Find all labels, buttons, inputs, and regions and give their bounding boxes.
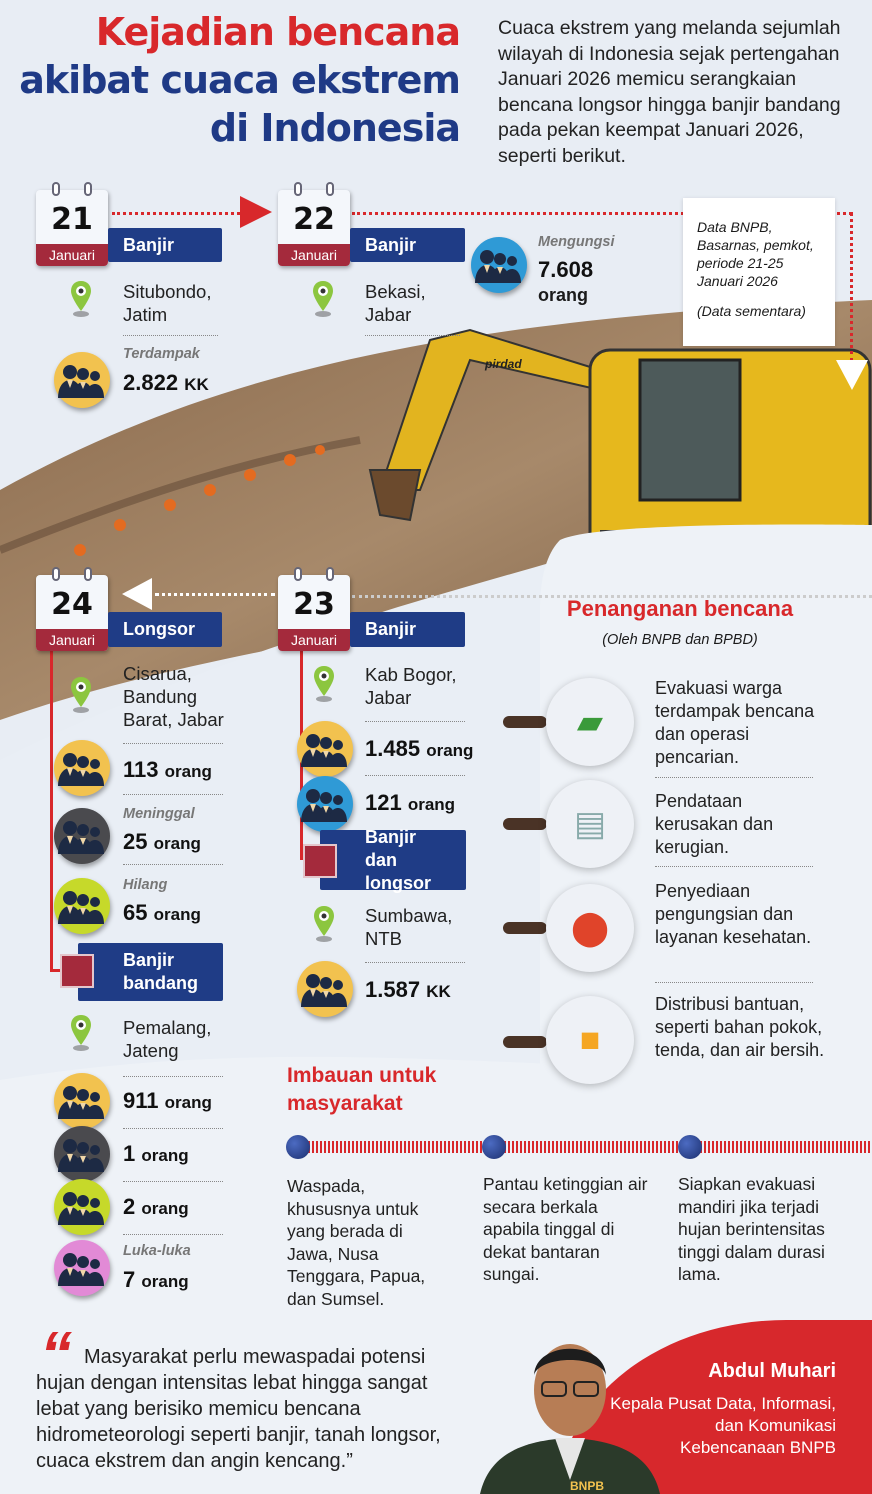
value: 7 [123,1267,136,1292]
location: Pemalang, Jateng [123,1017,212,1061]
value: 2 [123,1194,136,1219]
divider [123,335,218,336]
handling-item: Evakuasi warga terdampak bencana dan operasi pencarian. [655,678,815,767]
location-pin-icon [70,1014,92,1052]
unit: orang [164,762,212,781]
divider [655,777,813,778]
stat-value [365,977,451,1003]
stat-value [123,1194,189,1220]
clipboard-icon: ▤ [546,780,634,868]
event-label: Banjir [108,228,222,262]
unit: orang [141,1146,189,1165]
event-label: Banjir dan longsor [320,830,466,890]
source-note [683,198,835,346]
timeline-dot [482,1135,506,1159]
event-label: Longsor [108,612,222,647]
location-pin-icon [70,280,92,318]
stat-value [365,736,473,762]
day-number: 22 [293,202,335,237]
stat-value: 7.608 [538,257,594,282]
people-icon [54,808,110,864]
value: 911 [123,1088,159,1113]
value: 121 [365,790,402,815]
divider [123,1234,223,1235]
unit: orang [153,905,201,924]
value: 65 [123,900,148,925]
appeal-item: Siapkan evakuasi mandiri jika terjadi hujan berintensitas tinggi dalam durasi lama. [678,1174,825,1284]
people-icon [471,237,527,293]
appeal-title: Imbauan untuk masyarakat [287,1064,437,1115]
unit: orang [153,834,201,853]
stat-label: Hilang [123,877,168,893]
unit: KK [426,982,451,1001]
people-icon [54,1179,110,1235]
people-icon [54,1240,110,1296]
excavator-brand: pirdad [485,357,522,371]
quote-text: Masyarakat perlu mewaspadai potensi hujan dengan intensitas lebat hingga sangat lebat yang berisiko memicu bencana hidrometeorologi seperti banjir, tanah longsor, cuaca ekstrem dan angin kencang.” [36,1346,441,1472]
people-icon [54,1073,110,1129]
month: Januari [36,629,108,651]
divider [123,1128,223,1129]
stat-value [123,370,209,396]
stat-value [123,757,212,783]
handling-subtitle: (Oleh BNPB dan BPBD) [602,632,758,648]
divider [365,775,465,776]
handling-title: Penanganan bencana [566,596,794,621]
stat-value [123,1141,189,1167]
people-icon [54,878,110,934]
value: 1.485 [365,736,421,761]
title-line: di Indonesia [209,106,460,150]
calendar-day-22 [278,190,350,266]
event-label: Banjir [350,228,465,262]
appeal-timeline [300,1141,872,1153]
spokesperson-role: Kepala Pusat Data, Informasi, dan Komunikasi Kebencanaan BNPB [610,1394,836,1457]
handling-item: Distribusi bantuan, seperti bahan pokok, tenda, dan air bersih. [655,994,825,1060]
timeline-dot [286,1135,310,1159]
location: Sumbawa, NTB [365,905,453,949]
divider [123,864,223,865]
map-pin-icon: ⬤ [546,884,634,972]
calendar-day-24 [36,575,108,651]
month: Januari [278,244,350,266]
value: 25 [123,829,148,854]
handling-item: Penyediaan pengungsian dan layanan kesehatan. [655,881,812,947]
location-pin-icon [313,665,335,703]
page-title [19,8,460,152]
divider [123,1181,223,1182]
location-pin-icon [312,280,334,318]
event-marker [60,954,94,988]
connector [503,716,547,728]
people-icon [54,352,110,408]
spokesperson-name: Abdul Muhari [708,1360,836,1382]
appeal-item: Waspada, khususnya untuk yang berada di Jawa, Nusa Tenggara, Papua, dan Sumsel. [287,1176,426,1309]
stat-label: Luka-luka [123,1243,191,1259]
calendar-day-23 [278,575,350,651]
stat-unit: orang [538,285,589,305]
month: Januari [278,629,350,651]
value: 1 [123,1141,136,1166]
stat-label: Meninggal [123,806,195,822]
title-line: Kejadian bencana [95,10,460,54]
stat-label: Mengungsi [538,234,615,250]
evacuation-icon: ▰ [546,678,634,766]
appeal-item: Pantau ketinggian air secara berkala apabila tinggal di dekat bantaran sungai. [483,1174,648,1284]
people-icon [54,740,110,796]
title-line: akibat cuaca ekstrem [19,58,460,102]
divider [655,982,813,983]
timeline-line [50,650,53,972]
location: Cisarua, Bandung Barat, Jabar [123,663,224,730]
people-icon [54,1126,110,1182]
location: Situbondo, Jatim [123,281,212,325]
stat-value [123,829,201,855]
arrow-down-icon [836,360,868,390]
unit: orang [141,1272,189,1291]
stat-value [123,1088,212,1114]
timeline-dots [112,212,240,215]
day-number: 24 [51,587,93,622]
month: Januari [36,244,108,266]
intro-text: Cuaca ekstrem yang melanda sejumlah wilayah di Indonesia sejak pertengahan Januari 2026 memicu serangkaian bencana longsor hingga banjir bandang pada pekan keempat Januari 2026, seperti berikut. [498,17,841,167]
provisional-note: (Data sementara) [697,303,806,319]
location: Bekasi, Jabar [365,281,426,325]
stat-value [123,900,201,926]
bnpb-logo: BNPB [570,1479,605,1493]
divider [123,743,223,744]
location-pin-icon [70,676,92,714]
divider [123,1076,223,1077]
timeline-dots [155,593,275,596]
divider [365,335,460,336]
connector [503,1036,547,1048]
event-marker [303,844,337,878]
arrow-right-icon [240,196,272,228]
stat-label: Terdampak [123,346,200,362]
value: 2.822 [123,370,179,395]
people-icon [297,961,353,1017]
unit: orang [407,795,456,814]
divider [655,866,813,867]
arrow-left-icon [122,578,152,610]
stat-value [365,790,455,816]
unit: orang [426,741,474,760]
divider [365,962,465,963]
timeline-dot [678,1135,702,1159]
value: 113 [123,757,159,782]
timeline-dots [850,212,853,362]
value: 1.587 [365,977,421,1002]
unit: orang [141,1199,189,1218]
connector [503,922,547,934]
source-text: Data BNPB, Basarnas, pemkot, periode 21-25 Januari 2026 [697,219,814,289]
stat-value [123,1267,189,1293]
unit: orang [164,1093,212,1112]
people-icon [297,721,353,777]
handling-item: Pendataan kerusakan dan kerugian. [655,791,774,857]
day-number: 23 [293,587,335,622]
quote-mark-icon: “ [40,1318,72,1390]
unit: KK [184,375,209,394]
people-icon [297,776,353,832]
day-number: 21 [51,202,93,237]
divider [365,721,465,722]
package-icon: ■ [546,996,634,1084]
divider [123,794,223,795]
event-label: Banjir [350,612,465,647]
location: Kab Bogor, Jabar [365,664,457,708]
event-label: Banjir bandang [78,943,223,1001]
connector [503,818,547,830]
calendar-day-21 [36,190,108,266]
location-pin-icon [313,905,335,943]
